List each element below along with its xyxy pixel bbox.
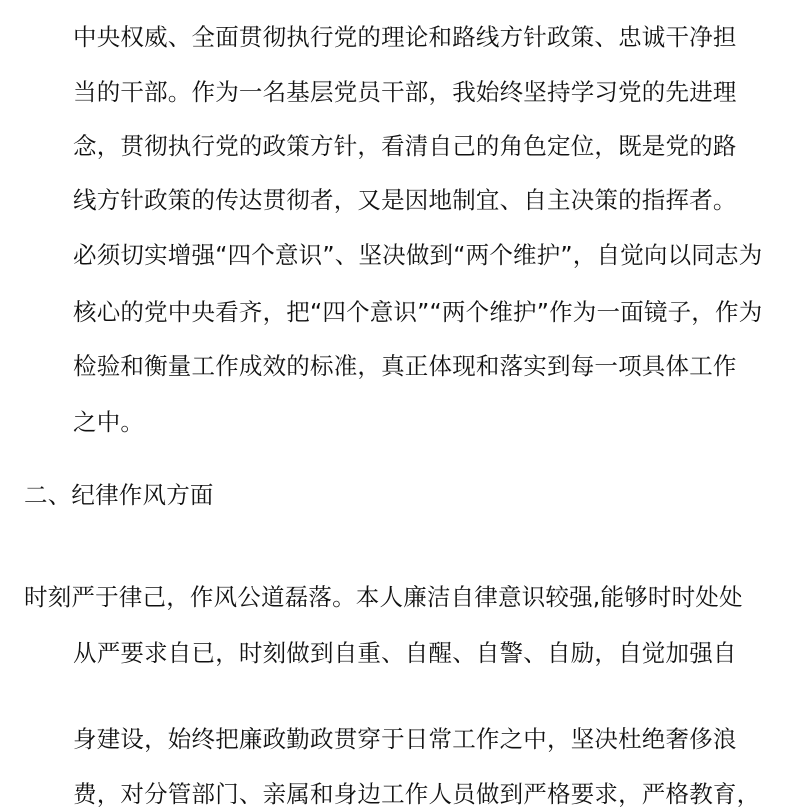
paragraph-line: 念，贯彻执行党的政策方针，看清自己的角色定位，既是党的路 — [73, 132, 737, 160]
paragraph-line: 之中。 — [73, 408, 145, 436]
paragraph-line: 必须切实增强“四个意识”、坚决做到“两个维护”，自觉向以同志为 — [73, 241, 763, 269]
paragraph-line: 中央权威、全面贯彻执行党的理论和路线方针政策、忠诚干净担 — [73, 23, 737, 51]
paragraph-line: 核心的党中央看齐，把“四个意识”“两个维护”作为一面镜子，作为 — [73, 298, 763, 326]
paragraph-line: 从严要求自已，时刻做到自重、自醒、自警、自励，自觉加强自 — [73, 639, 737, 667]
section-heading: 二、纪律作风方面 — [24, 481, 214, 509]
paragraph-line: 当的干部。作为一名基层党员干部，我始终坚持学习党的先进理 — [73, 78, 737, 106]
paragraph-line: 时刻严于律己，作风公道磊落。本人廉洁自律意识较强,能够时时处处 — [24, 583, 743, 611]
paragraph-line: 检验和衡量工作成效的标准，真正体现和落实到每一项具体工作 — [73, 352, 737, 380]
paragraph-line: 费，对分管部门、亲属和身边工作人员做到严格要求，严格教育， — [73, 780, 761, 808]
paragraph-line: 身建设，始终把廉政勤政贯穿于日常工作之中，坚决杜绝奢侈浪 — [73, 725, 737, 753]
paragraph-line: 线方针政策的传达贯彻者，又是因地制宜、自主决策的指挥者。 — [73, 186, 737, 214]
